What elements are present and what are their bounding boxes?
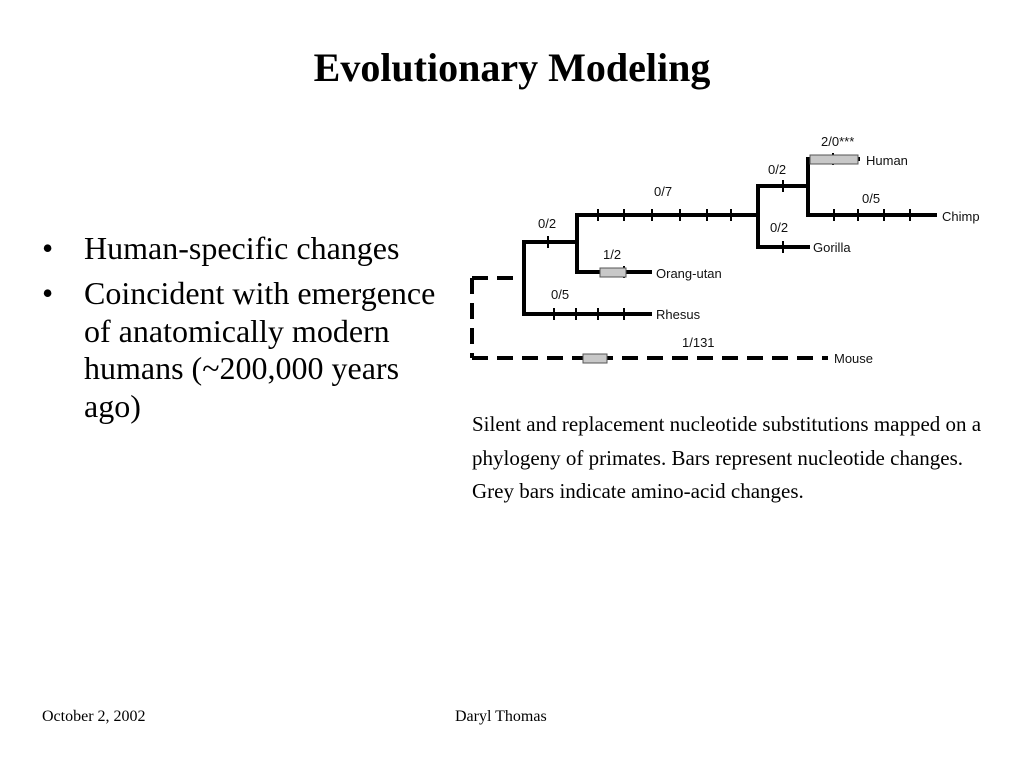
slide-title: Evolutionary Modeling [313, 45, 711, 90]
tree-branches [524, 159, 935, 314]
bullet-glyph: • [42, 230, 54, 266]
bullet-list [40, 230, 440, 433]
substitution-ticks [548, 153, 910, 320]
grey-bar [600, 268, 626, 277]
branch-label: 0/2 [770, 220, 789, 235]
bullet-text: Human-specific changes [84, 230, 400, 266]
phylogeny-diagram [460, 125, 1000, 375]
branch-label: 0/2 [768, 162, 787, 177]
footer-date: October 2, 2002 [42, 708, 146, 725]
taxon-label-chimp: Chimp [942, 209, 980, 224]
bullet-item [40, 275, 440, 425]
branch-label: 0/7 [654, 184, 673, 199]
bullet-text: Coincident with emergence of anatomically modern humans (~200,000 years ago) [84, 275, 436, 424]
branch-label: 0/5 [551, 287, 570, 302]
grey-bar [583, 354, 607, 363]
taxon-label-rhesus: Rhesus [656, 307, 701, 322]
amino-acid-bars [583, 155, 858, 363]
branch-label: 1/2 [603, 247, 622, 262]
figure-caption: Silent and replacement nucleotide substitutions mapped on a phylogeny of primates. Bars represent nucleotide changes. Grey bars indicate amino-acid changes. [472, 412, 982, 504]
branch-label: 2/0*** [821, 134, 855, 149]
footer-author: Daryl Thomas [455, 708, 547, 725]
grey-bar [810, 155, 858, 164]
taxon-label-orang-utan: Orang-utan [656, 266, 722, 281]
branch-label: 1/131 [682, 335, 715, 350]
branch-label: 0/2 [538, 216, 557, 231]
bullet-item [40, 230, 440, 267]
taxon-label-gorilla: Gorilla [813, 240, 851, 255]
taxon-label-mouse: Mouse [834, 351, 874, 366]
taxon-label-human: Human [866, 153, 908, 168]
bullet-glyph: • [42, 275, 54, 312]
branch-label: 0/5 [862, 191, 881, 206]
